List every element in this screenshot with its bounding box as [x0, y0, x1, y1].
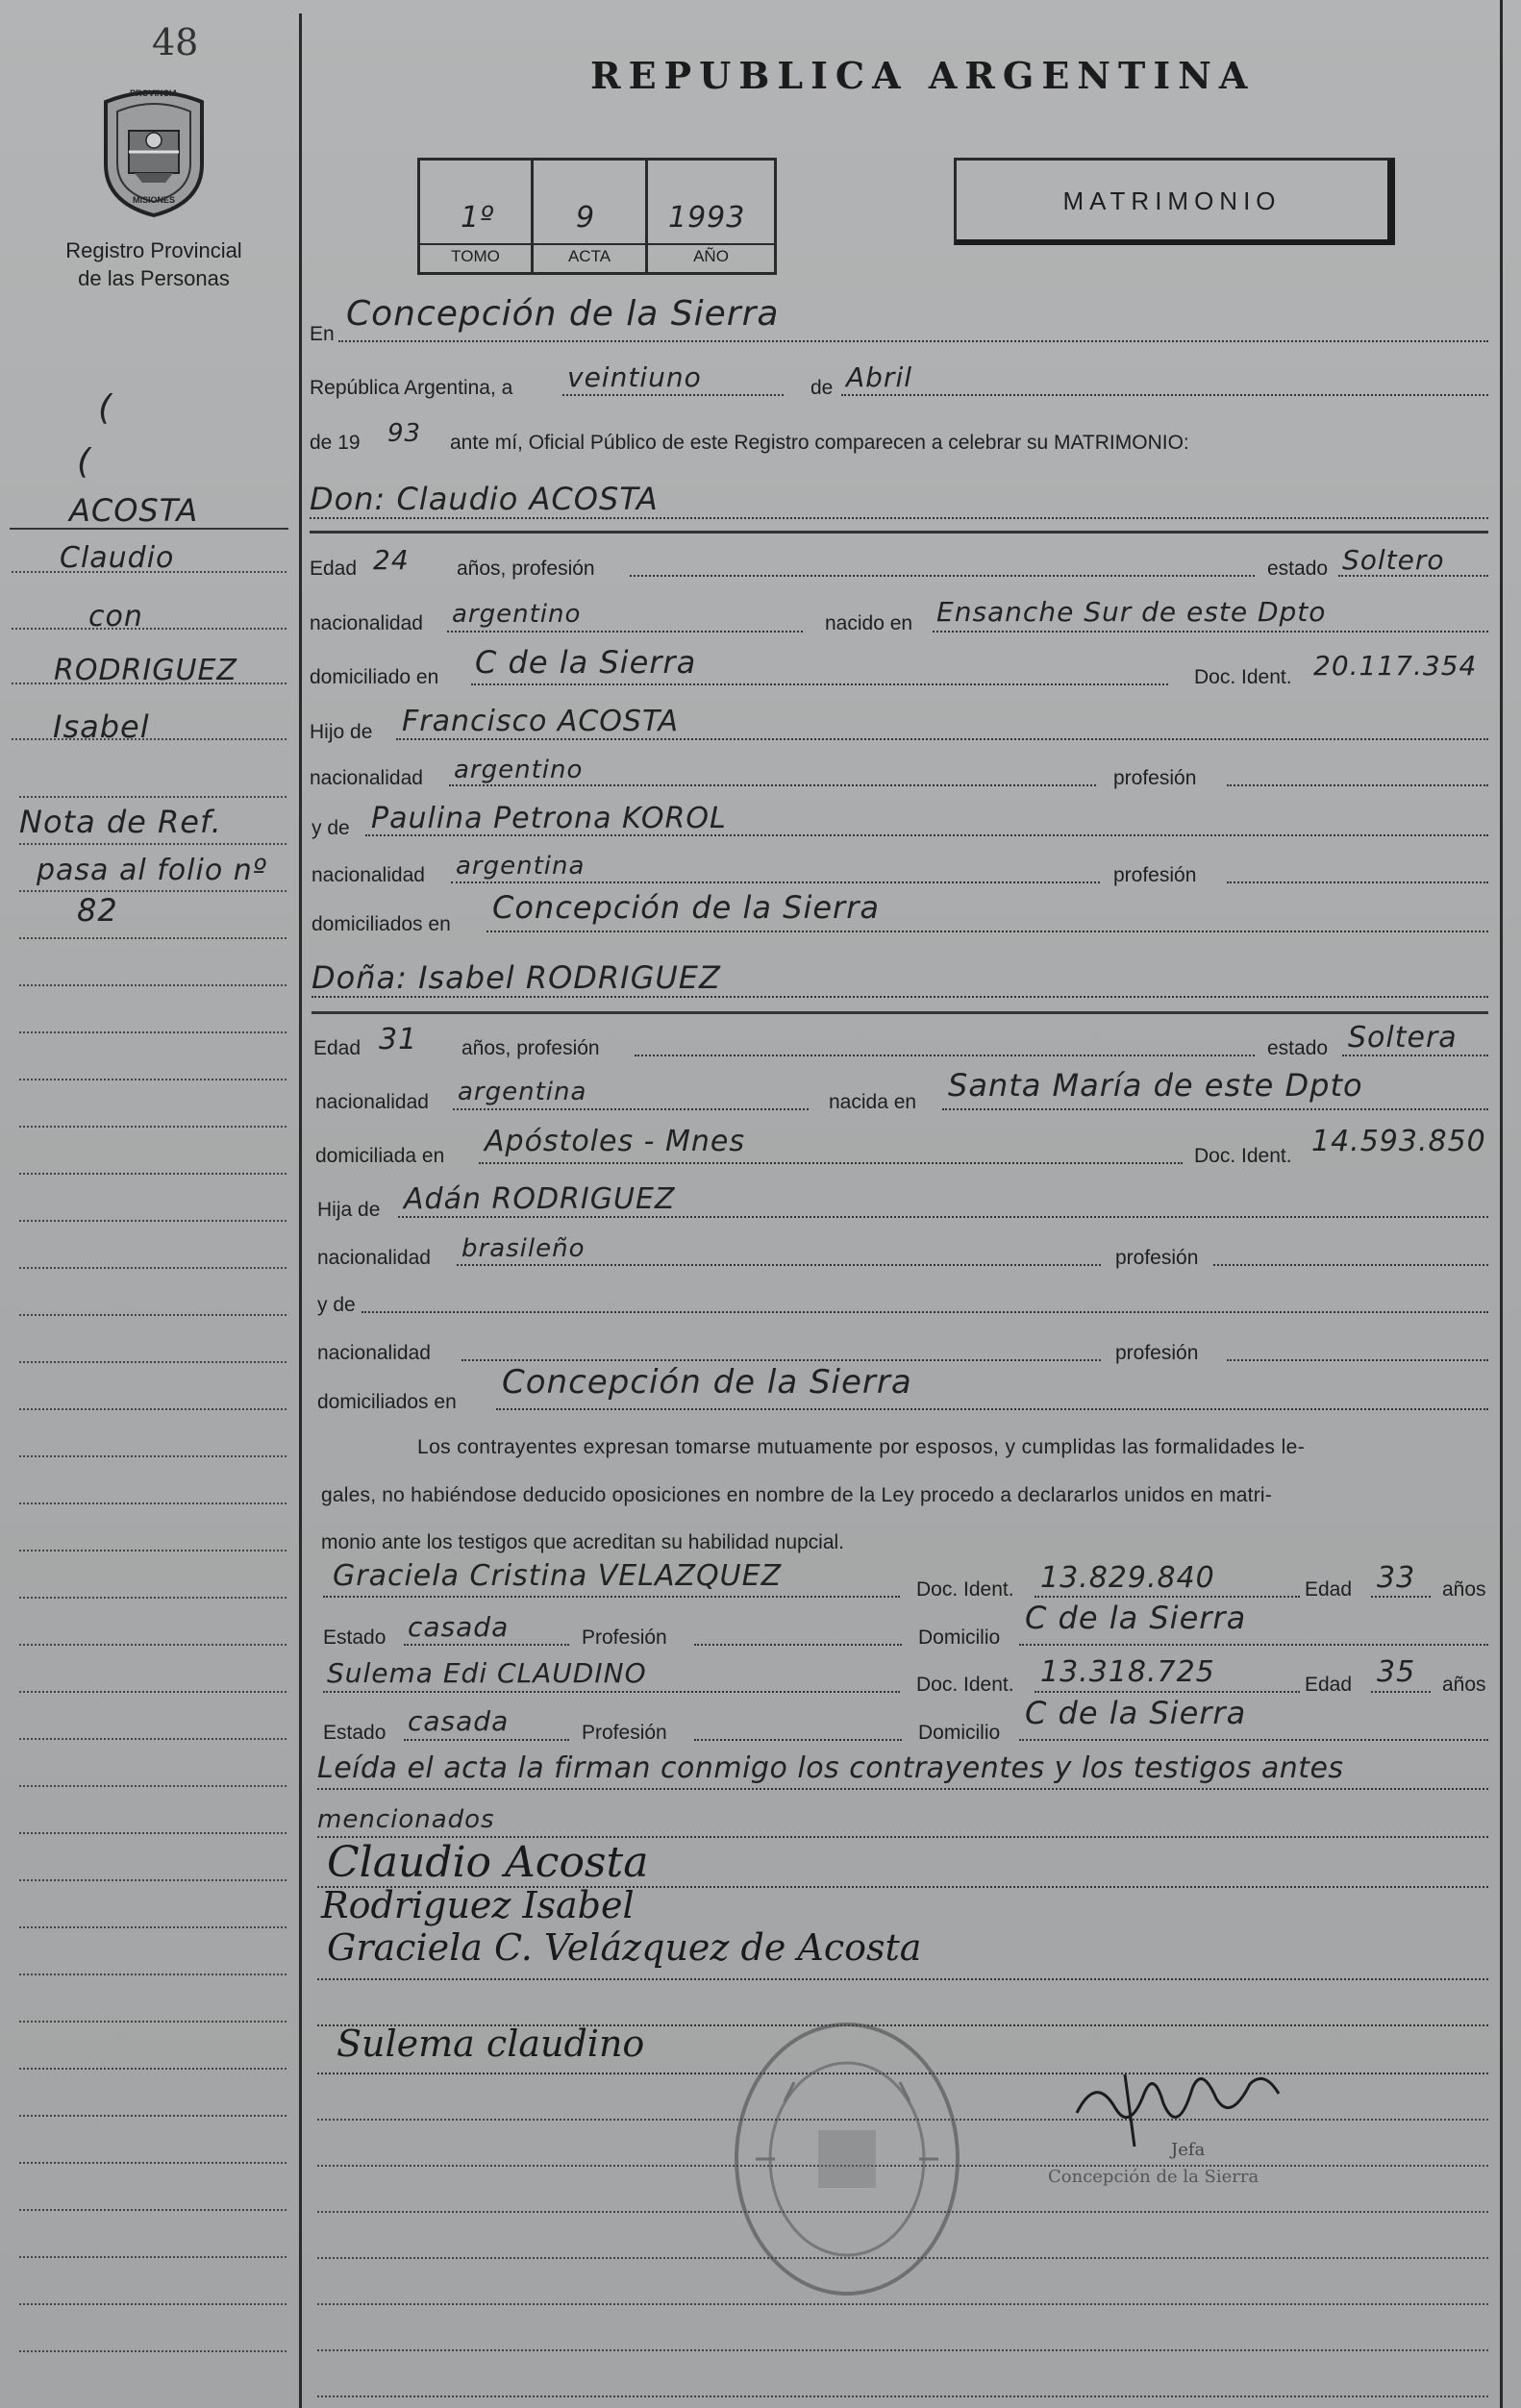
- groom-mother: Paulina Petrona KOROL: [371, 802, 727, 835]
- signature-witness-1: Graciela C. Velázquez de Acosta: [327, 1926, 922, 1969]
- witness2-estado: casada: [408, 1705, 510, 1737]
- margin-rule: [19, 1455, 287, 1457]
- margin-rule: [19, 984, 287, 986]
- bride-mother-nacionalidad-line: [461, 1359, 1101, 1361]
- republica-label: República Argentina, a: [310, 377, 513, 399]
- witness1-anos-label: años: [1442, 1578, 1486, 1601]
- seal-text-top: PROVINCIA: [130, 88, 179, 98]
- groom-mother-profesion-label: profesión: [1113, 864, 1197, 886]
- bride-mother-profesion-label: profesión: [1115, 1342, 1199, 1364]
- bride-yde-label: y de: [317, 1294, 356, 1316]
- margin-rule: [19, 1079, 287, 1080]
- closing-line-2: mencionados: [317, 1805, 495, 1834]
- en-label: En: [310, 323, 335, 345]
- margin-rule: [19, 1974, 287, 1975]
- margin-rule: [19, 2303, 287, 2305]
- signature-witness-2: Sulema claudino: [337, 2023, 645, 2065]
- margin-mark-1: (: [98, 388, 113, 428]
- witness2-doc: 13.318.725: [1040, 1655, 1215, 1689]
- signature-groom: Claudio Acosta: [327, 1838, 649, 1887]
- margin-rule: [19, 1550, 287, 1552]
- bride-mother-line: [362, 1311, 1488, 1313]
- groom-nacido: Ensanche Sur de este Dpto: [936, 596, 1327, 628]
- intro-text: ante mí, Oficial Público de este Registro comparecen a celebrar su MATRIMONIO:: [450, 432, 1189, 454]
- groom-father-nacionalidad-line: [449, 784, 1096, 786]
- bride-title: Doña: Isabel RODRIGUEZ: [312, 959, 721, 996]
- groom-domiciliado-line: [471, 683, 1168, 685]
- witness1-name-line: [323, 1596, 900, 1598]
- witness2-profesion-label: Profesión: [582, 1722, 667, 1744]
- record-type-label: MATRIMONIO: [1062, 186, 1282, 215]
- margin-mark-2: (: [77, 442, 92, 482]
- bride-doc: 14.593.850: [1311, 1125, 1486, 1158]
- margin-rule: [19, 1738, 287, 1740]
- margin-rule: [12, 683, 287, 684]
- witness1-profesion-line: [694, 1644, 902, 1646]
- margin-rule: [19, 1126, 287, 1128]
- groom-hijo-label: Hijo de: [310, 721, 373, 743]
- margin-rule: [19, 1832, 287, 1834]
- groom-estado-label: estado: [1267, 558, 1329, 580]
- witness2-doc-label: Doc. Ident.: [916, 1674, 1014, 1696]
- month-value: Abril: [846, 361, 912, 393]
- bride-nacida-label: nacida en: [829, 1091, 917, 1113]
- witness1-estado: casada: [408, 1611, 510, 1643]
- groom-mother-nacionalidad-line: [451, 881, 1100, 883]
- groom-separator: [310, 531, 1488, 534]
- margin-rule: [19, 1408, 287, 1410]
- signature-bride: Rodriguez Isabel: [321, 1884, 635, 1926]
- groom-father-nacionalidad: argentino: [454, 756, 584, 784]
- witness1-domicilio: C de la Sierra: [1025, 1600, 1247, 1636]
- margin-rule: [19, 2256, 287, 2258]
- groom-domiciliados-label: domiciliados en: [312, 913, 451, 935]
- witness1-domicilio-line: [1019, 1644, 1488, 1646]
- witness2-domicilio-label: Domicilio: [918, 1722, 1001, 1744]
- margin-rule: [19, 1173, 287, 1175]
- official-title: Jefa: [1171, 2140, 1206, 2160]
- margin-rule: [19, 2350, 287, 2352]
- margin-rule: [19, 1644, 287, 1646]
- witness2-anos-label: años: [1442, 1674, 1486, 1696]
- margin-divider: [299, 13, 302, 2408]
- year-prefix-label: de 19: [310, 432, 361, 454]
- bride-domiciliados-label: domiciliados en: [317, 1391, 457, 1413]
- witness1-estado-label: Estado: [323, 1626, 386, 1649]
- margin-con: con: [88, 600, 143, 633]
- record-box: [417, 158, 777, 275]
- closing-line-1: Leída el acta la firman conmigo los contrayentes y los testigos antes: [317, 1751, 1344, 1785]
- bride-parents-domicile-line: [496, 1408, 1488, 1410]
- en-line: [338, 340, 1488, 342]
- bride-hija-label: Hija de: [317, 1199, 381, 1221]
- statement-line-1: Los contrayentes expresan tomarse mutuamente por esposos, y cumplidas las formalidades le-: [417, 1436, 1306, 1458]
- margin-rule: [19, 1926, 287, 1928]
- groom-doc-label: Doc. Ident.: [1194, 666, 1292, 688]
- margin-rule: [19, 2021, 287, 2023]
- bride-domiciliada-label: domiciliada en: [315, 1145, 445, 1167]
- bride-parents-domicile: Concepción de la Sierra: [502, 1363, 912, 1402]
- month-line: [841, 394, 1488, 396]
- day-value: veintiuno: [567, 361, 702, 393]
- bride-father: Adán RODRIGUEZ: [404, 1182, 676, 1216]
- bride-father-nacionalidad-line: [457, 1264, 1101, 1266]
- margin-rule: [19, 1361, 287, 1363]
- witness1-doc-label: Doc. Ident.: [916, 1578, 1014, 1601]
- year-suffix-value: 93: [387, 419, 422, 448]
- margin-rule: [12, 571, 287, 573]
- seal-text-bottom: MISIONES: [133, 195, 176, 205]
- bride-domiciliada: Apóstoles - Mnes: [485, 1125, 745, 1158]
- margin-note-line-1: Nota de Ref.: [19, 804, 222, 840]
- bride-title-line: [312, 996, 1488, 998]
- witness1-profesion-label: Profesión: [582, 1626, 667, 1649]
- margin-rule: [19, 843, 287, 845]
- acta-label: ACTA: [567, 247, 611, 265]
- bride-mother-nacionalidad-label: nacionalidad: [317, 1342, 431, 1364]
- registry-line-2: de las Personas: [78, 266, 230, 290]
- margin-rule: [19, 1314, 287, 1316]
- bride-father-profesion-line: [1213, 1264, 1488, 1266]
- witness1-edad-label: Edad: [1305, 1578, 1353, 1601]
- groom-domiciliado-label: domiciliado en: [310, 666, 439, 688]
- margin-rule: [19, 1597, 287, 1599]
- groom-yde-label: y de: [312, 817, 350, 839]
- margin-note-line-3: 82: [77, 892, 118, 929]
- bride-doc-label: Doc. Ident.: [1194, 1145, 1292, 1167]
- margin-rule: [19, 1785, 287, 1787]
- witness2-doc-line: [1035, 1691, 1300, 1693]
- statement-line-3: monio ante los testigos que acreditan su habilidad nupcial.: [321, 1531, 845, 1553]
- witness1-edad-line: [1371, 1596, 1431, 1598]
- bride-nacionalidad-label: nacionalidad: [315, 1091, 429, 1113]
- witness1-edad: 33: [1377, 1561, 1416, 1595]
- margin-rule: [12, 738, 287, 740]
- groom-nacionalidad-label: nacionalidad: [310, 612, 423, 634]
- bride-nacida-line: [942, 1108, 1488, 1110]
- margin-rule: [19, 937, 287, 939]
- margin-rule: [19, 2115, 287, 2117]
- margin-surname-2: RODRIGUEZ: [54, 654, 237, 687]
- bride-mother-profesion-line: [1227, 1359, 1488, 1361]
- witness2-estado-line: [404, 1739, 569, 1741]
- witness1-estado-line: [404, 1644, 569, 1646]
- groom-mother-nacionalidad: argentina: [456, 852, 586, 881]
- margin-rule: [12, 628, 287, 630]
- groom-doc: 20.117.354: [1313, 650, 1478, 682]
- groom-domiciliado: C de la Sierra: [475, 644, 697, 681]
- sig-rule-2: [317, 1978, 1488, 1980]
- bride-profesion-line: [635, 1055, 1255, 1056]
- groom-estado-line: [1338, 575, 1488, 577]
- witness1-name: Graciela Cristina VELAZQUEZ: [333, 1559, 783, 1593]
- groom-father: Francisco ACOSTA: [402, 705, 680, 738]
- month-de-label: de: [810, 377, 834, 399]
- bride-father-nacionalidad: brasileño: [461, 1234, 586, 1263]
- groom-mother-profesion-line: [1227, 881, 1488, 883]
- tomo-value: 1º: [461, 201, 495, 235]
- page-number: 48: [152, 21, 199, 63]
- form-rule: [317, 2396, 1488, 2397]
- margin-rule: [19, 1031, 287, 1033]
- witness2-edad: 35: [1377, 1655, 1416, 1689]
- groom-nacido-label: nacido en: [825, 612, 913, 634]
- groom-mother-line: [365, 834, 1488, 836]
- witness2-name: Sulema Edi CLAUDINO: [327, 1657, 647, 1689]
- groom-anos-profesion-label: años, profesión: [457, 558, 595, 580]
- ano-value: 1993: [668, 201, 746, 235]
- witness2-edad-label: Edad: [1305, 1674, 1353, 1696]
- margin-rule: [19, 2162, 287, 2164]
- witness1-domicilio-label: Domicilio: [918, 1626, 1001, 1649]
- bride-estado-line: [1342, 1055, 1488, 1056]
- margin-rule: [19, 890, 287, 892]
- witness2-estado-label: Estado: [323, 1722, 386, 1744]
- groom-parents-domicile-line: [486, 931, 1488, 932]
- place-value: Concepción de la Sierra: [346, 294, 780, 334]
- registry-name: [19, 236, 288, 292]
- witness2-domicilio: C de la Sierra: [1025, 1695, 1247, 1731]
- witness1-doc: 13.829.840: [1040, 1561, 1215, 1595]
- closing-line-1-rule: [317, 1788, 1488, 1790]
- bride-father-line: [398, 1216, 1488, 1218]
- bride-edad-label: Edad: [313, 1037, 362, 1059]
- country-title: REPUBLICA ARGENTINA: [590, 54, 1256, 97]
- tomo-label: TOMO: [451, 247, 500, 265]
- bride-estado-label: estado: [1267, 1037, 1329, 1059]
- margin-given-1: Claudio: [60, 541, 175, 575]
- bride-domiciliada-line: [479, 1162, 1183, 1164]
- groom-nacido-line: [933, 631, 1488, 633]
- day-line: [562, 394, 784, 396]
- groom-title-line: [310, 517, 1488, 519]
- groom-nacionalidad-line: [447, 631, 803, 633]
- registry-stamp-icon: [727, 2015, 967, 2303]
- groom-mother-nacionalidad-label: nacionalidad: [312, 864, 425, 886]
- official-signature-icon: [1058, 2055, 1288, 2151]
- bride-father-profesion-label: profesión: [1115, 1247, 1199, 1269]
- groom-nacionalidad: argentino: [452, 600, 582, 629]
- margin-surname-1: ACOSTA: [69, 492, 199, 529]
- margin-rule: [19, 2068, 287, 2070]
- groom-father-profesion-label: profesión: [1113, 767, 1197, 789]
- witness2-name-line: [323, 1691, 900, 1693]
- record-label-divider: [420, 243, 774, 245]
- groom-title: Don: Claudio ACOSTA: [310, 481, 659, 517]
- groom-profesion-line: [630, 575, 1255, 577]
- groom-father-nacionalidad-label: nacionalidad: [310, 767, 423, 789]
- margin-note-line-2: pasa al folio nº: [37, 854, 267, 887]
- form-rule: [317, 2303, 1488, 2305]
- bride-nacionalidad: argentina: [458, 1078, 587, 1106]
- bride-edad: 31: [379, 1023, 418, 1056]
- form-rule: [317, 2349, 1488, 2351]
- groom-father-profesion-line: [1227, 784, 1488, 786]
- margin-rule: [19, 2209, 287, 2211]
- witness2-profesion-line: [694, 1739, 902, 1741]
- bride-separator: [312, 1011, 1488, 1014]
- groom-edad: 24: [373, 544, 410, 576]
- registry-line-1: Registro Provincial: [65, 238, 242, 262]
- record-type-box: [954, 158, 1395, 245]
- margin-rule: [19, 1879, 287, 1881]
- bride-estado: Soltera: [1348, 1021, 1458, 1055]
- margin-given-2: Isabel: [53, 708, 150, 745]
- bride-nacionalidad-line: [453, 1108, 809, 1110]
- witness2-domicilio-line: [1019, 1739, 1488, 1741]
- acta-value: 9: [576, 201, 596, 235]
- groom-estado: Soltero: [1342, 544, 1445, 576]
- bride-nacida: Santa María de este Dpto: [948, 1067, 1363, 1104]
- statement-line-2: gales, no habiéndose deducido oposiciones en nombre de la Ley procedo a declararlos unidos en matri-: [321, 1484, 1272, 1506]
- groom-parents-domicile: Concepción de la Sierra: [492, 889, 880, 926]
- witness1-doc-line: [1035, 1596, 1300, 1598]
- bride-anos-profesion-label: años, profesión: [461, 1037, 600, 1059]
- margin-rule: [19, 796, 287, 798]
- margin-rule: [19, 1220, 287, 1222]
- bride-father-nacionalidad-label: nacionalidad: [317, 1247, 431, 1269]
- witness2-edad-line: [1371, 1691, 1431, 1693]
- groom-edad-label: Edad: [310, 558, 358, 580]
- official-location: Concepción de la Sierra: [1048, 2167, 1259, 2187]
- margin-rule: [19, 1502, 287, 1504]
- right-border: [1500, 0, 1503, 2408]
- margin-rule: [19, 1691, 287, 1693]
- groom-father-line: [396, 738, 1488, 740]
- ano-label: AÑO: [693, 247, 729, 265]
- margin-rule: [19, 1267, 287, 1269]
